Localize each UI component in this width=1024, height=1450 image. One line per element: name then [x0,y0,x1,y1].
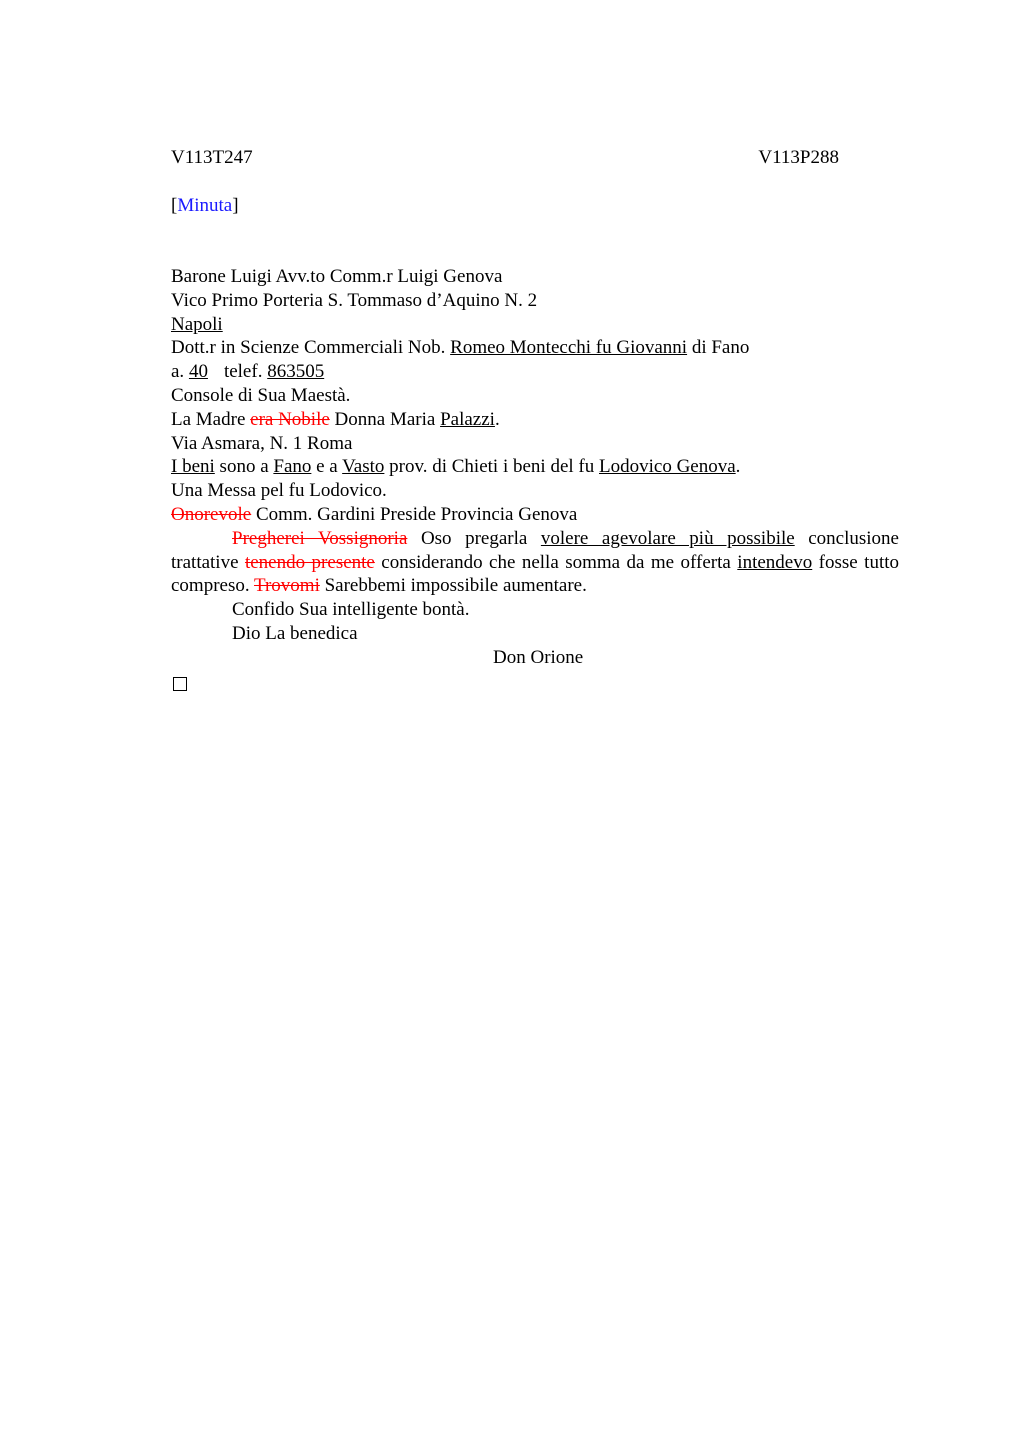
city-name: Napoli [171,313,223,335]
person-name: Romeo Montecchi fu Giovanni [450,337,688,359]
right-reference-code: V113P288 [758,147,839,168]
mother-surname: Palazzi [440,408,495,430]
minuta-label [171,194,239,218]
place-vasto: Vasto [342,456,385,478]
mother-period: . [494,408,500,430]
place-fano: Fano [273,456,312,478]
mass-line: Una Messa pel fu Lodovico. [171,480,387,502]
letter-body [171,265,899,697]
closing-line-2: Dio La benedica [232,622,358,644]
end-marker [171,670,899,698]
deleted-text: Trovomi [254,575,320,597]
deleted-text: era Nobile [250,408,330,430]
paragraph-text: considerando che nella somma da me offerta [374,551,738,573]
property-subject: I beni [171,456,215,478]
consul-line: Console di Sua Maestà. [171,384,351,406]
minuta-open-bracket: [ [171,195,178,216]
paragraph-text: Oso pregarla [407,527,541,549]
age-prefix: a. [171,361,189,383]
phone-value: 863505 [267,361,325,383]
square-icon [173,677,187,691]
property-line [171,455,899,479]
mother-title: Donna Maria [329,408,441,430]
property-text-c: prov. di Chieti i beni del fu [384,456,599,478]
recipient-line: Barone Luigi Avv.to Comm.r Luigi Genova [171,266,503,287]
person-title: Dott.r in Scienze Commerciali Nob. [171,337,451,359]
mother-prefix: La Madre [171,408,251,430]
second-address-line: Via Asmara, N. 1 Roma [171,432,353,454]
deleted-text: tenendo presente [244,551,375,573]
signature: Don Orione [493,646,584,668]
message-paragraph [171,527,899,598]
paragraph-text: conclusione trattative [171,527,899,573]
paragraph-text: fosse tutto compreso. [171,551,899,597]
deleted-text: Pregherei Vossignoria [232,527,408,549]
property-text-a: sono a [214,456,274,478]
minuta-close-bracket: ] [232,195,239,216]
mother-line [171,408,899,432]
left-reference-code: V113T247 [171,147,253,168]
paragraph-text: Sarebbemi impossibile aumentare. [319,575,587,597]
property-text-b: e a [311,456,343,478]
underlined-text: volere agevolare più possibile [540,527,795,549]
document-header [171,146,839,170]
age-phone-line [171,360,899,384]
minuta-text: Minuta [177,195,233,216]
person-origin: di Fano [687,337,750,359]
addressee-text: Comm. Gardini Preside Provincia Genova [251,503,578,525]
city-line [171,313,899,337]
closing-line-1: Confido Sua intelligente bontà. [232,599,470,621]
age-value: 40 [188,361,208,383]
deleted-text: Onorevole [171,503,252,525]
property-period: . [735,456,741,478]
person-line [171,336,899,360]
address-line: Vico Primo Porteria S. Tommaso d’Aquino N. 2 [171,289,538,311]
addressee-line [171,503,899,527]
phone-prefix: telef. [223,361,268,383]
deceased-name: Lodovico Genova [599,456,736,478]
underlined-text: intendevo [737,551,813,573]
